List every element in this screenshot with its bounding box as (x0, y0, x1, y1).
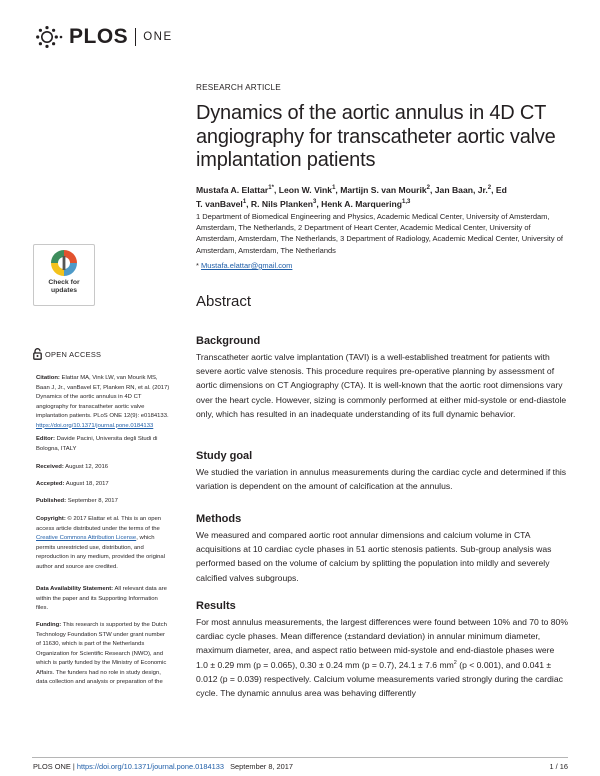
citation-label: Citation: (36, 375, 60, 381)
published-block (36, 497, 171, 507)
author-name[interactable]: , Leon W. Vink (273, 184, 333, 195)
published-date: September 8, 2017 (66, 498, 118, 504)
footer-divider (32, 757, 568, 758)
check-updates-line2: updates (50, 287, 78, 294)
copyright-text-b: , which permits unrestricted use, distribution, and reproduction in any medium, provided the original author and source are credited. (36, 535, 166, 570)
methods-heading: Methods (196, 513, 242, 525)
footer-page-number: 1 / 16 (549, 762, 568, 771)
copyright-block (36, 515, 171, 572)
author-name[interactable]: , Ed (491, 184, 507, 195)
author-name[interactable]: T. vanBavel (196, 199, 243, 210)
check-updates-line1: Check for (48, 279, 80, 286)
footer-date: September 8, 2017 (230, 762, 293, 771)
author-name[interactable]: , R. Nils Planken (246, 199, 314, 210)
results-text-a: For most annulus measurements, the largest differences were found between 10% and 70 to 80% cardiac cycle phases. Mean difference (±standard deviation) in annular minimum diameter, maximum diameter, area, and aspect ratio between mid-systole and end-diastole phases were 1.0 ± 0.29 mm (p = 0.065), 0.30 ± 0.24 mm (p = 0.7), 24.1 ± 7.6 mm (196, 617, 568, 670)
results-text-b: (p < 0.001), and 0.041 ± 0.012 (p = 0.039) respectively. Calcium volume measurements varied strongly during the cardiac cycle. The dynamic annulus area was behaving differently (196, 659, 563, 699)
correspondence (196, 261, 292, 270)
footer-separator: | (70, 762, 77, 771)
citation-doi-link[interactable]: https://doi.org/10.1371/journal.pone.0184133 (36, 422, 154, 429)
data-availability-label: Data Availability Statement: (36, 586, 114, 592)
author-list (196, 182, 566, 211)
results-superscript: 2 (453, 659, 457, 666)
footer-journal: PLOS ONE (33, 762, 71, 771)
copyright-text-a: © 2017 Elattar et al. This is an open access article distributed under the terms of the (36, 516, 162, 532)
author-affil-sup: 2 (426, 185, 430, 191)
corresponding-star: * (271, 185, 274, 191)
methods-text: We measured and compared aortic root annular dimensions and calcium volume in CTA acquisitions at 10 cardiac cycle phases in 51 aortic stenosis patients. Sub-group analysis was performed based on the volume of calcium by splitting the population into mildly and severely calcified valves subgroups. (196, 530, 552, 583)
background-heading: Background (196, 335, 261, 347)
accepted-block (36, 480, 171, 490)
received-block (36, 463, 171, 473)
study-goal-heading: Study goal (196, 450, 253, 462)
author-name[interactable]: , Henk A. Marquering (316, 199, 403, 210)
accepted-label: Accepted: (36, 481, 65, 487)
editor-block (36, 435, 171, 454)
published-label: Published: (36, 498, 67, 504)
open-lock-icon (33, 348, 42, 360)
funding-label: Funding: (36, 622, 62, 628)
plos-one-logo[interactable] (36, 24, 173, 50)
background-text: Transcatheter aortic valve implantation (TAVI) is a well-established treatment for patients with severe aortic valve stenosis. This procedure requires pre-operative planning by assessment of aortic dimensions on CT Angiography (CTA). It is well-known that the aortic root dimensions vary over the heart cycle. However, sizing is commonly performed at either mid-systole or end-diastole only, which has resulted in an inadequate understanding of its full dynamic behavior. (196, 352, 567, 419)
footer-citation (33, 762, 293, 771)
editor-text: Davide Pacini, Universita degli Studi di Bologna, ITALY (36, 436, 158, 452)
check-for-updates-badge[interactable] (33, 244, 95, 306)
footer-doi-link[interactable]: https://doi.org/10.1371/journal.pone.0184133 (76, 762, 224, 771)
author-affil-sup: 2 (487, 185, 492, 191)
author-affil-sup: 1,3 (402, 199, 411, 206)
open-access-text: OPEN ACCESS (45, 349, 102, 359)
author-affil-sup: 1 (268, 185, 272, 191)
funding-text: This research is supported by the Dutch Technology Foundation STW under grant number of 11630, which is part of the Netherlands Organization for Scientific Research (NWO), and which is partly funded by the Ministry of Economic Affairs. The funders had no role in study design, data collection and analysis or preparation of the (36, 622, 167, 685)
logo-plos-text: PLOS (69, 25, 129, 48)
funding-block (36, 621, 171, 688)
author-affil-sup: 3 (313, 199, 317, 206)
citation-text: Elattar MA, Vink LW, van Mourik MS, Baan J, Jr., vanBavel ET, Planken RN, et al. (2017) Dynamics of the aortic annulus in 4D CT angiography for transcatheter aortic valve implantation patients. PLoS ONE 12(9): e0184133. (36, 375, 170, 419)
author-name[interactable]: , Jan Baan, Jr. (429, 184, 488, 195)
author-affil-sup: 1 (242, 199, 247, 206)
abstract-heading: Abstract (196, 293, 252, 310)
received-date: August 12, 2016 (63, 464, 109, 470)
copyright-label: Copyright: (36, 516, 66, 522)
article-type: RESEARCH ARTICLE (196, 83, 281, 92)
correspondence-email-link[interactable]: Mustafa.elattar@gmail.com (201, 261, 293, 270)
citation-block (36, 374, 171, 431)
data-availability-text: All relevant data are within the paper and its Supporting Information files. (36, 586, 167, 611)
author-name[interactable]: , Martijn S. van Mourik (335, 184, 427, 195)
correspondence-star: * (196, 261, 199, 270)
data-availability-block (36, 585, 171, 614)
editor-label: Editor: (36, 436, 55, 442)
author-name[interactable]: Mustafa A. Elattar (196, 184, 269, 195)
accepted-date: August 18, 2017 (64, 481, 109, 487)
results-text (196, 615, 568, 700)
affiliations: 1 Department of Biomedical Engineering and Physics, Academic Medical Center, University of Amsterdam, Amsterdam, The Netherlands, 2 Department of Heart Center, Academic Medical Center, University of Amsterdam, Amsterdam, The Netherlands, 3 Department of Radiology, Academic Medical Center, University of Amsterdam, Amsterdam, The Netherlands (196, 212, 563, 255)
plos-logo-circles-icon (36, 25, 66, 49)
crossmark-icon (49, 249, 79, 277)
logo-divider (135, 28, 136, 46)
author-affil-sup: 1 (332, 185, 336, 191)
received-label: Received: (36, 464, 64, 470)
cc-license-link[interactable]: Creative Commons Attribution License (36, 535, 137, 541)
logo-journal-text: ONE (143, 31, 173, 43)
article-title: Dynamics of the aortic annulus in 4D CT angiography for transcatheter aortic valve implantation patients (196, 102, 556, 171)
study-goal-text: We studied the variation in annulus measurements during the cardiac cycle and determined if this variation is dependent on the amount of calcification at the annulus. (196, 467, 567, 492)
open-access-label (33, 348, 101, 360)
results-heading: Results (196, 600, 236, 612)
